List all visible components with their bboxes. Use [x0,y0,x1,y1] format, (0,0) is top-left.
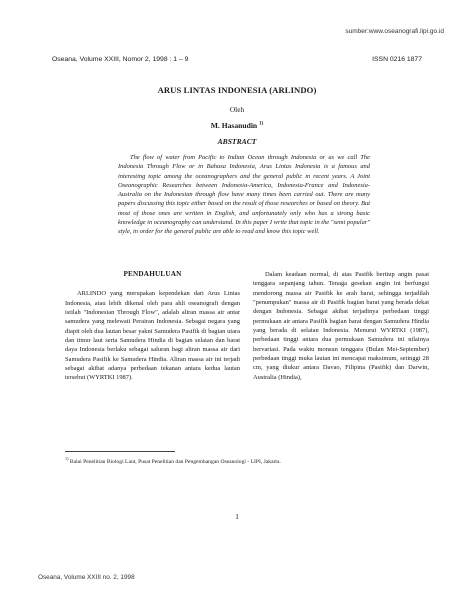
byline-oleh: Oleh [229,105,245,114]
paragraph: ARLINDO yang merupakan kependekan dari Arus Lintas Indonesia, atau lebih dikenal oleh para ahli oseanografi dengan istilah "Indonesian Through Flow", adalah aliran massa air antar samudera yang melewati Perairan Indonesia. Sebagai negara yang diapit oleh dua lautan besar yakni Samudera Pasifik di bagian utara dan timur laut serta Samudera Hindia di bagian selatan dan barat daya Indonesia berlaku sebagai saluran bagi aliran massa air dari Samudera Pasifik ke Samudera Hindia. Aliran massa air ini terjadi sebagai akibat adanya perbedaan tekanan antara kedua lautan tersebut (WYRTKI 1987). [65,290,240,382]
issn: ISSN 0216 1877 [372,56,422,63]
left-column [65,270,240,383]
paragraph: Dalam keadaan normal, di atas Pasifik bertiup angin pasat tenggara sepanjang tahun. Tenaga gesekan angin ini berfungsi mendorong massa air Pasifik ke arah barat, sehingga terjadilah "penumpukan" massa air di Pasifik bagian barat yang berada dekat dengan Indonesia. Sebagai akibat terjadinya perbedaan tinggi permukaan air antara Pasifik bagian barat dengan Samudera Hindia yang berada di selatan Indonesia. Menurut WYRTKI (1987), perbedaan tinggi antara dua permukaan Samudera ini nilainya bervariasi. Pada waktu monsun tenggara (Bulan Mei-September) perbedaan tinggi muka lautan ini mencapai maksimum, setinggi 28 cm, yang diukur antara Davao, Filipina (Pasifik) dan Darwin, Australia (Hindia), [253,271,429,381]
source-url: sumber:www.oseanografi.lipi.go.id [345,28,444,35]
journal-header [52,56,422,63]
footnote [65,456,435,465]
page-number: 1 [235,512,239,521]
author-footnote-mark: 1) [259,121,264,127]
paper-title: ARUS LINTAS INDONESIA (ARLINDO) [157,85,317,95]
abstract-text: The flow of water from Pacific to Indian Ocean through Indonesia or as we call The Indonesia Through Flow or in Bahasa Indonesia, Arus Lintas Indonesia is a famous and interesting topic among the oceanographers and the general public in recent years. A Joint Oseanographic Researches between Indonesia-America, Indonesia-France and Indonesia-Australia on the Indonesian through flow have many times been carried out. There are many papers discussing this topic either based on the result of those researches or based on theory. But most of those ones are written in English, and unfortunately only who has a strong basic knowledge in oceanography can understand. In this paper I write that topic in the "semi popular" style, in order for the general public are able to read and know this topic well. [118,154,370,235]
journal-citation: Oseana, Volume XXIII, Nomor 2, 1998 : 1 – 9 [52,56,189,63]
footnote-text: Balai Penelitian Biologi Laut, Pusat Penelitian dan Pengembangan Oseanologi - LIPI, Jakarta. [69,458,281,465]
author [0,121,474,130]
page-footer: Oseana, Volume XXIII no. 2, 1998 [38,574,135,581]
footnote-mark: 1) [65,456,69,461]
abstract-heading: ABSTRACT [217,137,257,146]
author-name: M. Hasanudin [210,121,258,130]
section-heading: PENDAHULUAN [123,270,182,278]
right-column [253,270,429,382]
footnote-divider [65,451,175,452]
